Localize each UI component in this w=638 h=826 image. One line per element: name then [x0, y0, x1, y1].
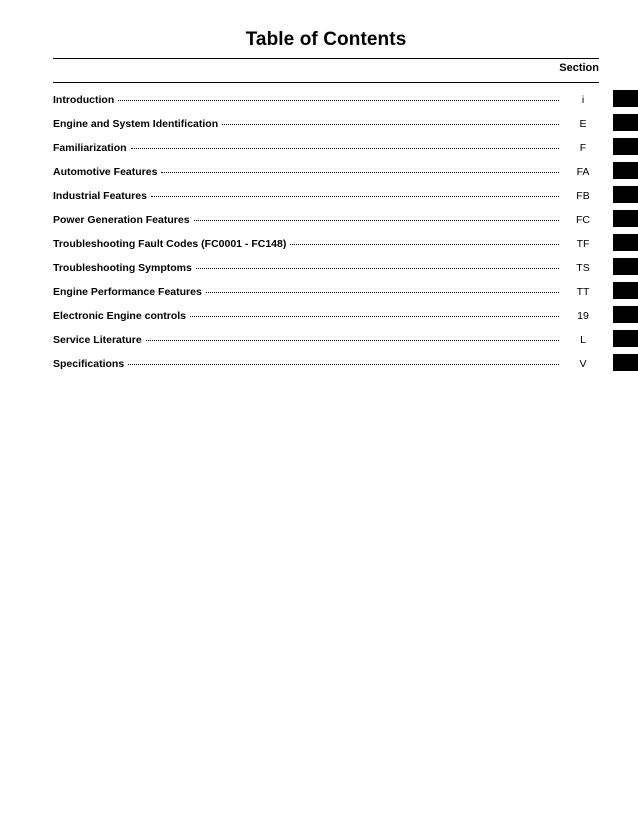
toc-entry-title: Specifications — [53, 358, 125, 370]
section-thumb-tabs — [613, 90, 638, 378]
section-tab-service-literature[interactable] — [613, 330, 638, 347]
section-tab-electronic-engine-controls[interactable] — [613, 306, 638, 323]
toc-list — [53, 94, 599, 382]
toc-entry-section: TT — [576, 286, 590, 298]
toc-leader-dots — [222, 124, 559, 125]
toc-entry-title: Automotive Features — [53, 166, 158, 178]
toc-entry-title: Troubleshooting Fault Codes (FC0001 - FC148) — [53, 238, 287, 250]
toc-leader-dots — [290, 244, 559, 245]
toc-entry-section: FA — [576, 166, 590, 178]
toc-entry-section: FB — [576, 190, 590, 202]
toc-entry-power-generation-features[interactable] — [53, 214, 599, 238]
header-rule-top — [53, 58, 599, 59]
toc-entry-specifications[interactable] — [53, 358, 599, 382]
toc-entry-electronic-engine-controls[interactable] — [53, 310, 599, 334]
section-tab-troubleshooting-symptoms[interactable] — [613, 258, 638, 275]
section-tab-engine-performance-features[interactable] — [613, 282, 638, 299]
toc-entry-section: TF — [576, 238, 590, 250]
toc-entry-troubleshooting-symptoms[interactable] — [53, 262, 599, 286]
section-tab-familiarization[interactable] — [613, 138, 638, 155]
toc-entry-section: FC — [576, 214, 590, 226]
toc-leader-dots — [206, 292, 559, 293]
toc-entry-automotive-features[interactable] — [53, 166, 599, 190]
toc-entry-title: Power Generation Features — [53, 214, 190, 226]
section-tab-troubleshooting-fault-codes[interactable] — [613, 234, 638, 251]
toc-entry-section: 19 — [577, 310, 589, 322]
toc-entry-industrial-features[interactable] — [53, 190, 599, 214]
toc-leader-dots — [196, 268, 559, 269]
toc-entry-title: Introduction — [53, 94, 115, 106]
section-tab-introduction[interactable] — [613, 90, 638, 107]
toc-entry-familiarization[interactable] — [53, 142, 599, 166]
toc-entry-title: Engine Performance Features — [53, 286, 202, 298]
section-tab-engine-identification[interactable] — [613, 114, 638, 131]
toc-leader-dots — [146, 340, 559, 341]
toc-entry-troubleshooting-fault-codes[interactable] — [53, 238, 599, 262]
toc-entry-engine-identification[interactable] — [53, 118, 599, 142]
section-tab-industrial-features[interactable] — [613, 186, 638, 203]
section-tab-specifications[interactable] — [613, 354, 638, 371]
toc-leader-dots — [194, 220, 559, 221]
toc-leader-dots — [161, 172, 559, 173]
toc-entry-section: i — [581, 94, 585, 106]
toc-entry-engine-performance-features[interactable] — [53, 286, 599, 310]
toc-leader-dots — [190, 316, 559, 317]
page-title: Table of Contents — [245, 29, 407, 50]
section-column-header: Section — [559, 62, 599, 74]
section-tab-automotive-features[interactable] — [613, 162, 638, 179]
toc-entry-title: Industrial Features — [53, 190, 147, 202]
toc-entry-introduction[interactable] — [53, 94, 599, 118]
toc-entry-section: F — [579, 142, 587, 154]
toc-entry-title: Troubleshooting Symptoms — [53, 262, 192, 274]
toc-entry-title: Engine and System Identification — [53, 118, 219, 130]
toc-entry-section: TS — [576, 262, 590, 274]
toc-entry-section: L — [580, 334, 586, 346]
toc-leader-dots — [131, 148, 559, 149]
toc-leader-dots — [151, 196, 559, 197]
toc-entry-title: Familiarization — [53, 142, 127, 154]
toc-entry-section: E — [579, 118, 587, 130]
toc-entry-title: Service Literature — [53, 334, 142, 346]
toc-entry-section: V — [579, 358, 587, 370]
toc-entry-title: Electronic Engine controls — [53, 310, 187, 322]
section-tab-power-generation-features[interactable] — [613, 210, 638, 227]
header-rule-bottom — [53, 82, 599, 83]
toc-leader-dots — [118, 100, 559, 101]
toc-entry-service-literature[interactable] — [53, 334, 599, 358]
toc-leader-dots — [128, 364, 559, 365]
